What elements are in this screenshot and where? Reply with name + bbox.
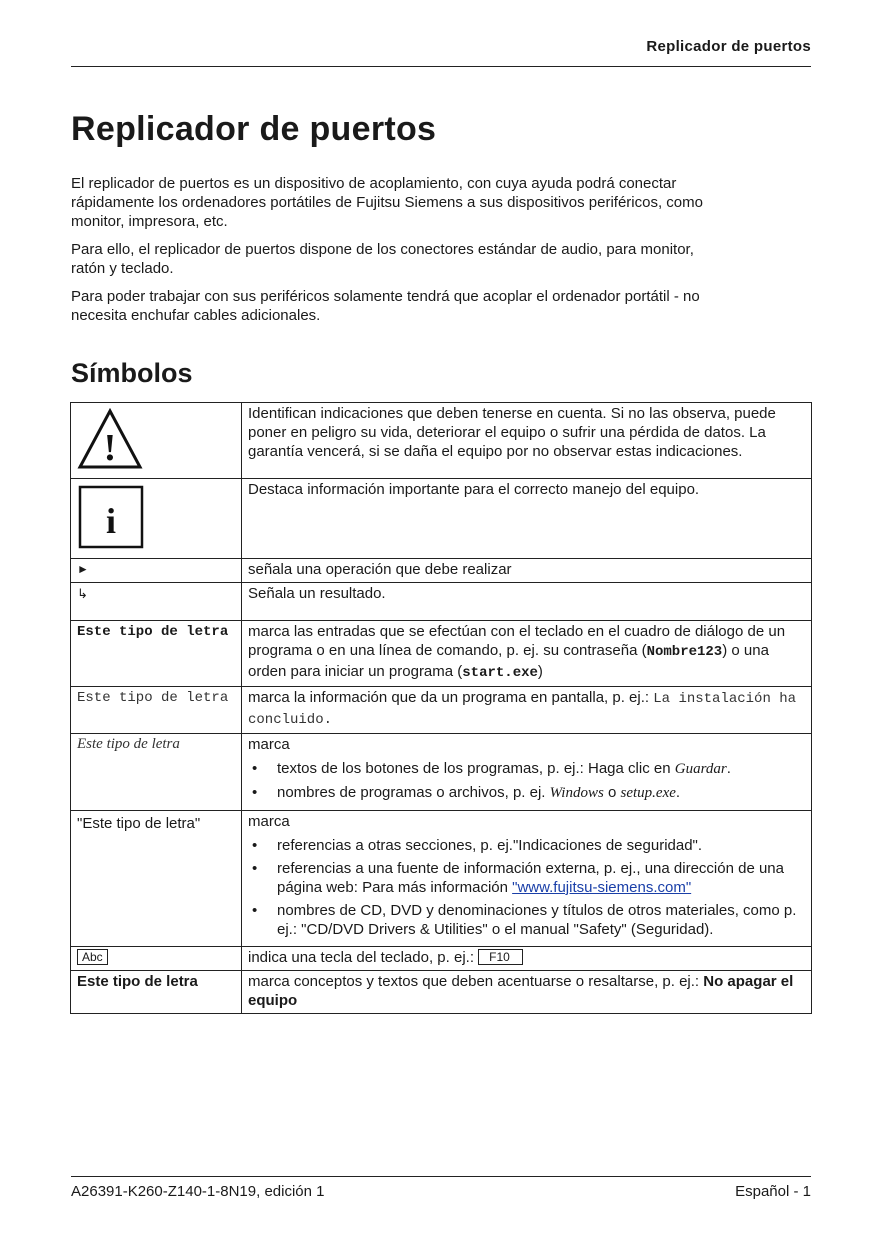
list-item: • textos de los botones de los programas, p. ej.: Haga clic en Guardar. [252, 760, 731, 777]
input-font-sample: Este tipo de letra [71, 621, 242, 687]
page-title: Replicador de puertos [71, 110, 437, 148]
symbol-cell [71, 479, 242, 559]
key-font-sample-cell [71, 947, 242, 971]
input-font-description: marca las entradas que se efectúan con el teclado en el cuadro de diálogo de un programa o en una línea de comando, p. ej. su contraseña (Nombre123) o una orden para iniciar un programa (start.exe) [242, 621, 812, 687]
bold-description: marca conceptos y textos que deben acentuarse o resaltarse, p. ej.: No apagar el equipo [242, 971, 812, 1014]
website-link[interactable]: "www.fujitsu-siemens.com" [512, 879, 692, 896]
play-arrow-icon: ► [71, 559, 242, 583]
table-row [71, 403, 812, 479]
list-item: • nombres de CD, DVD y denominaciones y títulos de otros materiales, como p. ej.: "CD/DVD Drivers & Utilities" o el manual "Safety" (Seguridad). [252, 902, 797, 938]
f10-key: F10 [478, 949, 523, 965]
list-item: • referencias a otras secciones, p. ej."Indicaciones de seguridad". [252, 837, 703, 854]
symbol-cell [71, 403, 242, 479]
bullet-list [248, 836, 805, 939]
output-example: La instalación ha concluido. [248, 691, 797, 728]
intro-paragraph: Para poder trabajar con sus periféricos solamente tendrá que acoplar el ordenador portátil - no necesita enchufar cables adicionales. [71, 288, 700, 324]
italic-font-description: marca • textos de los botones de los programas, p. ej.: Haga clic en Guardar. • nombres de programas o archivos, p. ej. Windows o setup.exe. [242, 734, 812, 811]
running-header: Replicador de puertos [646, 38, 811, 55]
quoted-font-description: marca • referencias a otras secciones, p. ej."Indicaciones de seguridad". • referencias a una fuente de información externa, p. ej., una dirección de una página web: Para más información "www.fujitsu-siemens.com" • nombres de CD, DVD y denominaciones y títulos de otros materiales, como p. ej.: "CD/DVD Drivers & Utilities" o el manual "Safety" (Seguridad). [242, 811, 812, 947]
table-row [71, 734, 812, 811]
result-arrow-icon: ↳ [71, 583, 242, 621]
warning-description: Identifican indicaciones que deben tenerse en cuenta. Si no las observa, puede poner en peligro su vida, deteriorar el equipo o sufrir una pérdida de datos. La garantía vencerá, si se daña el equipo por no observar estas indicaciones. [242, 403, 812, 479]
bold-font-sample: Este tipo de letra [71, 971, 242, 1014]
table-row [71, 811, 812, 947]
warning-icon-glyph: ! [103, 427, 117, 469]
command-example: start.exe [462, 665, 538, 681]
password-example: Nombre123 [646, 644, 723, 660]
table-row [71, 559, 812, 583]
table-row [71, 947, 812, 971]
table-row [71, 971, 812, 1014]
bullet-list [248, 759, 805, 803]
header-rule [71, 66, 811, 67]
result-description: Señala un resultado. [242, 583, 812, 621]
table-row [71, 621, 812, 687]
symbols-table [70, 402, 812, 1014]
italic-font-sample: Este tipo de letra [71, 734, 242, 811]
info-description: Destaca información importante para el correcto manejo del equipo. [242, 479, 812, 559]
output-font-description: marca la información que da un programa en pantalla, p. ej.: La instalación ha concluido. [242, 687, 812, 734]
list-item: • referencias a una fuente de información externa, p. ej., una dirección de una página web: Para más información "www.fujitsu-siemens.com" [252, 860, 784, 896]
output-font-sample: Este tipo de letra [71, 687, 242, 734]
intro-paragraph: El replicador de puertos es un dispositivo de acoplamiento, con cuya ayuda podrá conectar rápidamente los ordenadores portátiles de Fujitsu Siemens a sus dispositivos periféricos, como monitor, impresora, etc. [71, 175, 703, 230]
footer-rule [71, 1176, 811, 1177]
arrow-description: señala una operación que debe realizar [242, 559, 812, 583]
info-icon [77, 484, 145, 555]
key-sample: Abc [77, 949, 108, 965]
symbols-heading: Símbolos [71, 358, 193, 388]
quoted-font-sample: "Este tipo de letra" [71, 811, 242, 947]
list-item: • nombres de programas o archivos, p. ej. Windows o setup.exe. [252, 784, 681, 801]
intro-section [71, 174, 731, 334]
bold-example: No apagar el equipo [248, 973, 794, 1009]
table-row [71, 687, 812, 734]
warning-icon [77, 408, 143, 475]
key-description: indica una tecla del teclado, p. ej.: F10 [242, 947, 812, 971]
table-row [71, 479, 812, 559]
footer-page-label: Español - 1 [735, 1183, 811, 1200]
table-row [71, 583, 812, 621]
intro-paragraph: Para ello, el replicador de puertos dispone de los conectores estándar de audio, para monitor, ratón y teclado. [71, 241, 694, 277]
info-icon-glyph: i [105, 501, 117, 541]
footer-doc-id: A26391-K260-Z140-1-8N19, edición 1 [71, 1183, 325, 1200]
